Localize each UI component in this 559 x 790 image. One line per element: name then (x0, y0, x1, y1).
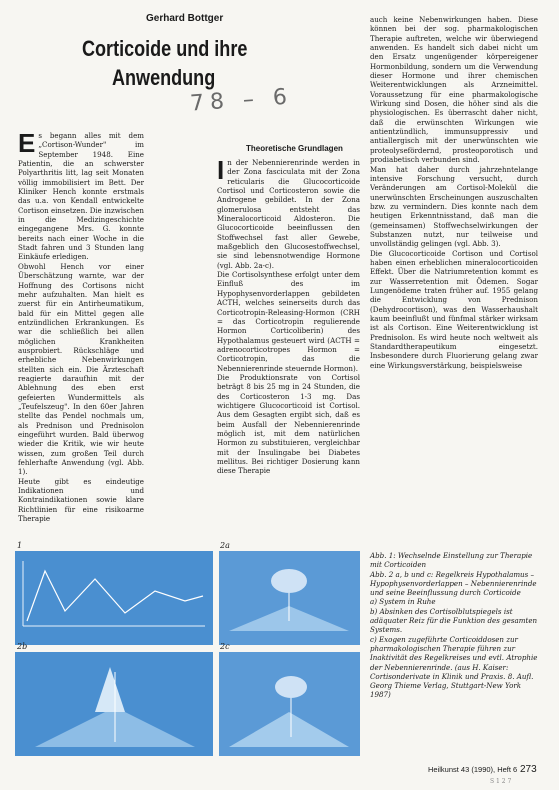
figure-1-illustration (15, 551, 213, 645)
paragraph: Die Produktionsrate von Cortisol beträgt 8 bis 25 mg in 24 Stunden, die des Corticosteron 1-3 mg. Das wichtigere Glucocorticoid ist Cortisol. Aus dem Gesagten ergibt sich, daß es beim Ausfall der Nebennierenrinde möglich ist, mit dem natürlichen Hormon zu substituieren, vergleichbar mit der Insulingabe bei Diabetes mellitus. Bei richtiger Dosierung kann diese Therapie (217, 372, 360, 476)
caption-line: b) Absinken des Cortisolblutspiegels ist adäquater Reiz für die Funktion des gesamten Systems. (370, 606, 538, 635)
text-column-1 (18, 131, 144, 529)
caption-line: Abb. 1: Wechselnde Einstellung zur Therapie mit Corticoiden (370, 551, 533, 570)
figure-2b-illustration (15, 652, 213, 756)
paragraph: Die Glucocorticoide Cortison und Cortisol haben einen erheblichen mineralocorticoiden Effekt. Über die Natriumretention kommt es zur Wasserretention mit Ödemen. Sogar Lungenödeme traten früher auf. 1955 gelang die Entwicklung von Prednison (Dehydrocortison), was den Wasserhaushalt kaum beeinflußt und fünfmal stärker wirksam ist als Cortison. Eine Weiterentwicklung ist Prednisolon. Es wird heute noch weltweit als Standardtherapeutikum eingesetzt. Insbesondere durch Fluorierung gelang zwar eine Wirkungsverstärkung, beispielsweise (370, 248, 538, 370)
figure-2a-illustration (219, 551, 360, 645)
section-heading: Theoretische Grundlagen (246, 144, 343, 153)
dropcap-e: E (18, 131, 36, 158)
text-column-3 (370, 15, 538, 535)
page-number: 273 (520, 764, 537, 775)
archive-stamp: S 1 2 7 (490, 778, 512, 785)
caption-line: a) System in Ruhe (370, 597, 436, 607)
journal-footer: Heilkunst 43 (1990), Heft 6 (428, 765, 518, 774)
paragraph: s begann alles mit dem „Cortison-Wunder" im September 1948. Eine Patientin, die an schwerster Polyarthritis litt, lag seit Monaten völlig immobilisiert im Bett. Der Kliniker Hench konnte erstmals das u.a. von Kendall entwickelte Cortison einsetzen. Die inzwischen in die Medizingeschichte eingegangene Mrs. G. konnte bereits nach einer Woche in die Stadt fahren und 3 Stunden lang Einkäufe erledigen. (18, 131, 144, 262)
article-title-line2: Anwendung (112, 65, 216, 90)
author-name: Gerhard Bottger (146, 13, 224, 24)
figure-label: 2b (17, 642, 28, 651)
figure-2c-illustration (219, 652, 360, 756)
text-column-2 (217, 158, 360, 536)
paragraph: Man hat daher durch jahrzehntelange intensive Forschung versucht, durch Veränderungen am Cortisol-Molekül die unerwünschten Erscheinungen auszuschalten bzw. zu vermindern. Dies konnte nach dem heutigen Erkenntnisstand, daß man die (gemeinsamen) Stoffwechselwirkungen der Substanzen nutzt, nur teilweise und unvollständig gelingen (vgl. Abb. 3). (370, 164, 538, 249)
figure-panel (15, 541, 360, 756)
paragraph: Die Cortisolsynthese erfolgt unter dem Einfluß des im Hypophysenvorderlappen gebildeten ACTH, welches seinerseits durch das Corticotropin-Releasing-Hormon (CRH = das Corticotropin regulierende Hormon Corticoliberin) des Hypothalamus gesteuert wird (ACTH = adrenocorticotropes Hormon = Corticotropin, das die Nebennierenrinde steuernde Hormon). (217, 270, 360, 373)
figure-caption (370, 551, 540, 700)
paragraph: Obwohl Hench vor einer Überschätzung warnte, war der Hoffnung des Cortisons nicht mehr aufzuhalten. Man hielt es zuerst für ein Antirheumatikum, bald für ein Mittel gegen alle entzündlichen Erkrankungen. Es war die schließlich bei allen möglichen Krankheiten ausprobiert. Rückschläge und erhebliche Nebenwirkungen stellten sich ein. Die Ärzteschaft reagierte daraufhin mit der Ablehnung des eben erst gefeierten Wundermittels als „Teufelszeug". In den 60er Jahren stellte das Pendel nochmals um, als Prednison und Prednisolon eingeführt wurden. Bald überwog wieder die Kritik, wie wir heute wissen, zum großen Teil durch fehlerhafte Anwendung (vgl. Abb. 1). (18, 261, 144, 477)
caption-line: Abb. 2 a, b und c: Regelkreis Hypothalamus – Hypophysenvorderlappen – Nebennierenrinde und seine Beeinflussung durch Corticoide (370, 569, 537, 598)
figure-label: 2a (220, 541, 230, 550)
figure-label: 2c (220, 642, 230, 651)
paragraph: auch keine Nebenwirkungen haben. Diese können bei der sog. pharmakologischen Therapie auftreten, welche wir überwiegend anwenden. Es handelt sich dabei nicht um den Ersatz ungenügender körpereigener Hormonbildung, sondern um die Verwendung dieser Hormone und ihrer chemischen Weiterentwicklungen als Arzneimittel. Voraussetzung für eine pharmakologische Wirkung sind Dosen, die höher sind als die physiologischen. Es überrascht daher nicht, daß die erwünschten Wirkungen wie antientzündlich, immunsuppressiv und antiallergisch mit der unerwünschten wie proteolysefördernd, prosteoporotisch und prodiabetisch verbunden sind. (370, 15, 538, 165)
caption-line: c) Exogen zugeführte Corticoiddosen zur pharmakologischen Therapie führen zur Inaktivität des Regelkreises und evtl. Atrophie der Nebennierenrinde. (aus H. Kaiser: Cortisonderivate in Klinik und Praxis. 8. Aufl. Georg Thieme Verlag, Stuttgart-New York 1987) (370, 634, 538, 700)
paragraph: n der Nebennierenrinde werden in der Zona fasciculata mit der Zona reticularis die Glucocorticoide Cortisol und Corticosteron sowie die Androgene gebildet. In der Zona glomerulosa entsteht das Mineralocorticoid Aldosteron. Die Glucocorticoide beeinflussen den Stoffwechsel fast aller Gewebe, maßgeblich den Glucosestoffwechsel, sie sind lebensnotwendige Hormone (vgl. Abb. 2a-c). (217, 158, 360, 270)
dropcap-i: I (217, 158, 225, 185)
figure-label: 1 (17, 541, 23, 550)
article-title-line1: Corticoide und ihre (82, 36, 248, 61)
paragraph: Heute gibt es eindeutige Indikationen und Kontraindikationen sowie klare Richtlinien für eine risikoarme Therapie (18, 476, 144, 524)
handwritten-note: 78 – 6 (189, 84, 294, 117)
